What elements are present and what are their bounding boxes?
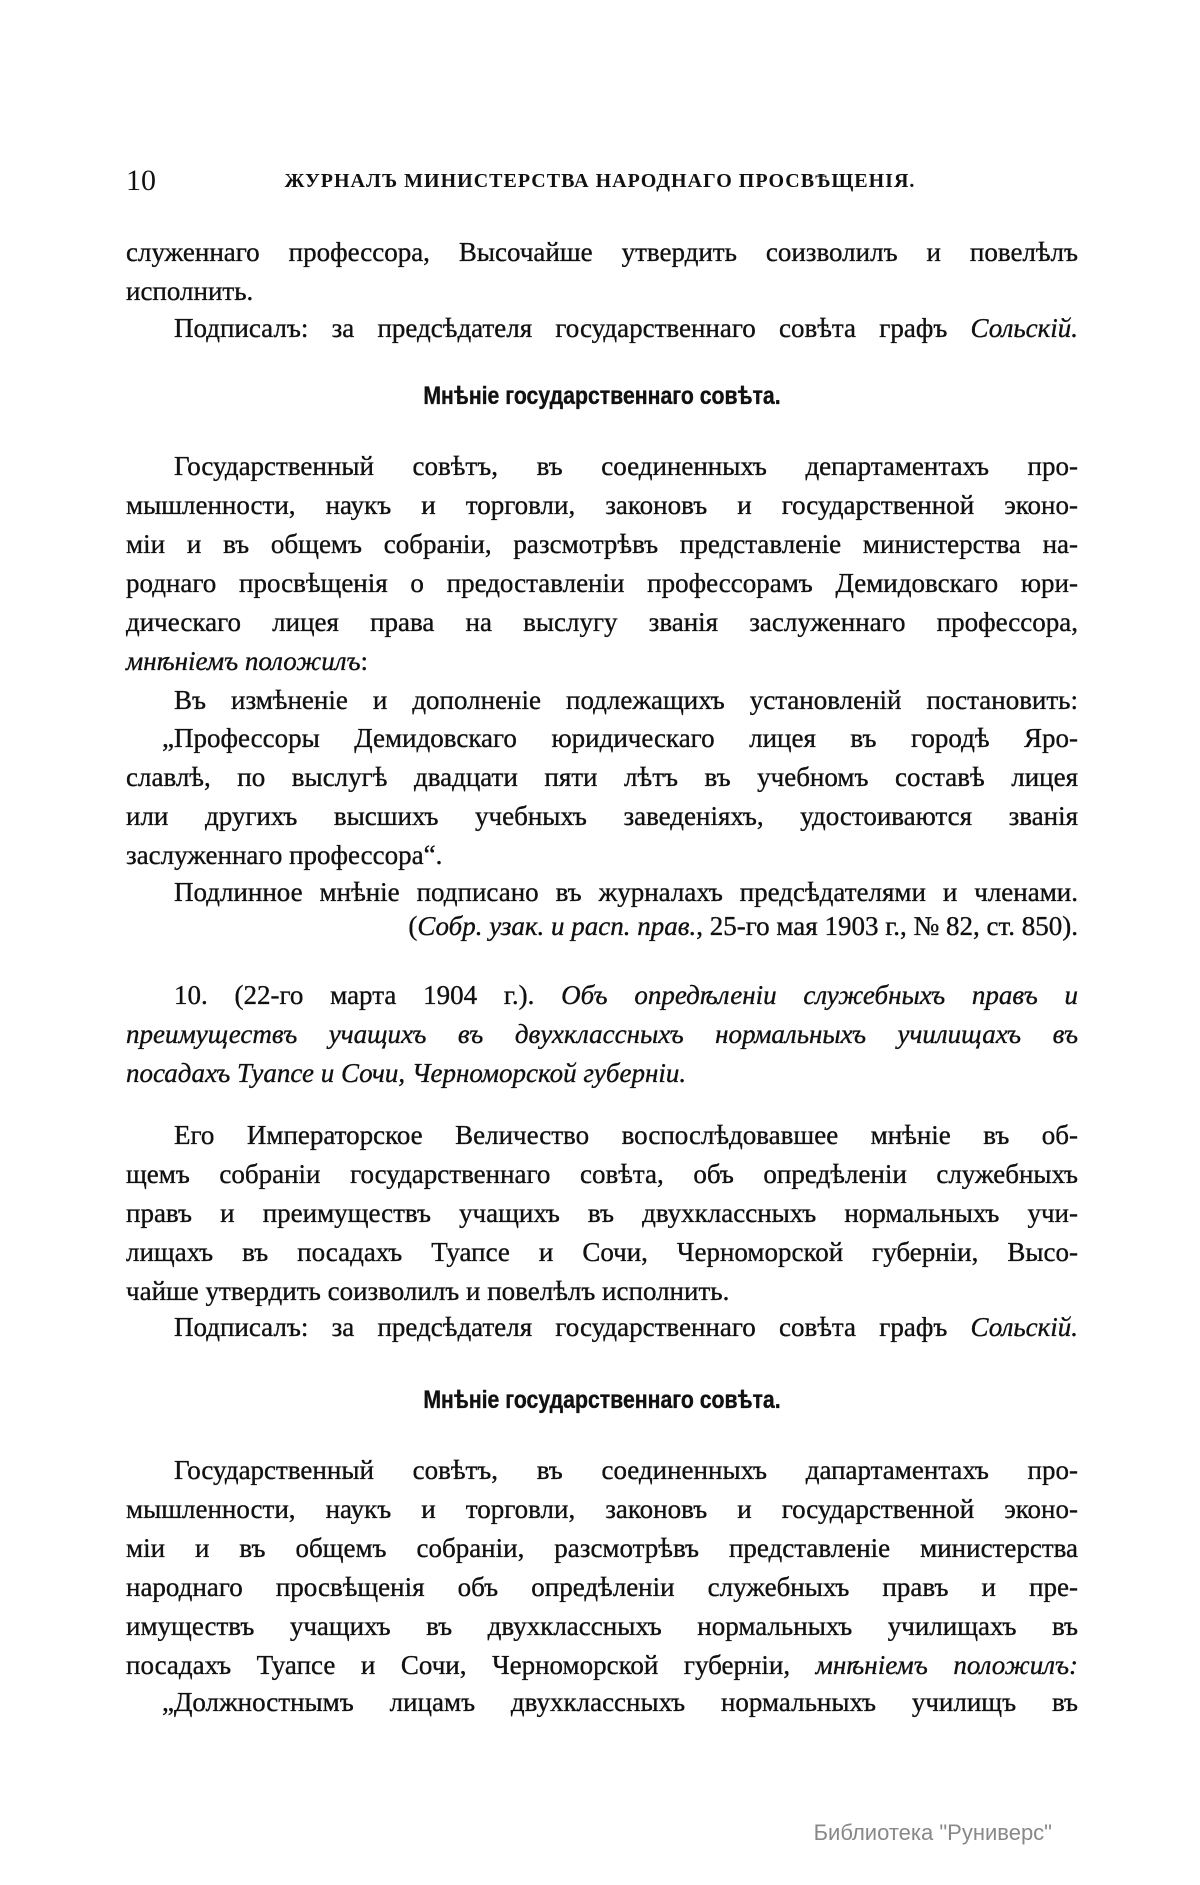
- text-line: [126, 1490, 1078, 1529]
- text-line: [126, 1451, 1078, 1490]
- citation-block: [126, 907, 1078, 946]
- text-line: [126, 1194, 1078, 1233]
- italic-text: Собр. узак. и расп. прав.: [417, 911, 697, 941]
- entry-block: [126, 976, 1078, 1093]
- text-line: [126, 1568, 1078, 1607]
- text-line: [126, 797, 1078, 836]
- text-line: [126, 1116, 1078, 1155]
- text-line: [126, 486, 1078, 525]
- text: мышленности, наукъ и торговли, законовъ и государственной эконо-: [126, 1494, 1078, 1524]
- paragraph-block: [126, 447, 1078, 681]
- text-line: [126, 1308, 1078, 1347]
- text-line: [126, 758, 1078, 797]
- text-line: [126, 836, 1078, 875]
- italic-text: преимуществъ учащихъ въ двухклассныхъ нормальныхъ училищахъ въ: [126, 1019, 1078, 1049]
- text: роднаго просвѣщенія о предоставленіи профессорамъ Демидовскаго юри-: [126, 568, 1078, 598]
- text-line: [126, 1646, 1078, 1685]
- italic-text: посадахъ Туапсе и Сочи, Черноморской губерніи.: [126, 1058, 687, 1088]
- quote-block: [126, 1683, 1078, 1722]
- text-line: [126, 719, 1078, 758]
- text-line: [126, 447, 1078, 486]
- text-line: [126, 603, 1078, 642]
- text: Мнѣніе государственнаго совѣта.: [423, 1386, 781, 1414]
- text-line: [126, 309, 1078, 348]
- italic-text: мнѣніемъ положилъ: [126, 646, 361, 676]
- text: или другихъ высшихъ учебныхъ заведеніяхъ, удостоиваются званія: [126, 801, 1078, 831]
- text-line: [197, 1381, 1006, 1420]
- text: Государственный совѣтъ, въ соединенныхъ дапартаментахъ про-: [174, 1455, 1078, 1485]
- text: лищахъ въ посадахъ Туапсе и Сочи, Черноморской губерніи, Высо-: [126, 1237, 1078, 1267]
- text: мышленности, наукъ и торговли, законовъ и государственной эконо-: [126, 490, 1078, 520]
- text: Подписалъ: за предсѣдателя государственнаго совѣта графъ: [174, 1312, 971, 1342]
- italic-text: Сольскій.: [970, 1312, 1078, 1342]
- text-line: [197, 377, 1006, 416]
- text: міи и въ общемъ собраніи, разсмотрѣвъ представленіе министерства на-: [126, 529, 1078, 559]
- text-line: [126, 907, 1078, 946]
- text-line: [126, 1015, 1078, 1054]
- text-line: [126, 1155, 1078, 1194]
- paragraph-block: [126, 1116, 1078, 1311]
- text: славлѣ, по выслугѣ двадцати пяти лѣтъ въ учебномъ составѣ лицея: [126, 762, 1078, 792]
- text-line: [126, 564, 1078, 603]
- text: исполнить.: [126, 276, 254, 306]
- text: служеннаго профессора, Высочайше утвердить соизволилъ и повелѣлъ: [126, 237, 1078, 267]
- text: щемъ собраніи государственнаго совѣта, объ опредѣленіи служебныхъ: [126, 1159, 1078, 1189]
- text-line: [126, 272, 1078, 311]
- text: Въ измѣненіе и дополненіе подлежащихъ установленій постановить:: [174, 685, 1078, 715]
- text: дическаго лицея права на выслугу званія заслуженнаго профессора,: [126, 607, 1078, 637]
- running-title: ЖУРНАЛЪ МИНИСТЕРСТВА НАРОДНАГО ПРОСВѢЩЕНІЯ.: [284, 170, 916, 192]
- text: „Должностнымъ лицамъ двухклассныхъ нормальныхъ училищъ въ: [162, 1687, 1078, 1717]
- text-line: [126, 525, 1078, 564]
- text-line: [126, 233, 1078, 272]
- text: народнаго просвѣщенія объ опредѣленіи служебныхъ правъ и пре-: [126, 1572, 1078, 1602]
- paragraph-block: [126, 681, 1078, 720]
- page-number: 10: [126, 164, 156, 197]
- italic-text: Сольскій.: [970, 313, 1078, 343]
- italic-text: мнѣніемъ положилъ:: [815, 1650, 1078, 1680]
- text-line: [126, 642, 1078, 681]
- text-line: [126, 681, 1078, 720]
- text: Его Императорское Величество воспослѣдовавшее мнѣніе въ об-: [174, 1120, 1078, 1150]
- signature-block: [126, 1308, 1078, 1347]
- text-line: [126, 1233, 1078, 1272]
- text: чайше утвердить соизволилъ и повелѣлъ исполнить.: [126, 1276, 730, 1306]
- text: имуществъ учащихъ въ двухклассныхъ нормальныхъ училищахъ въ: [126, 1611, 1078, 1641]
- text: , 25-го мая 1903 г., № 82, ст. 850).: [696, 911, 1078, 941]
- text-line: [126, 1607, 1078, 1646]
- text-line: [126, 1683, 1078, 1722]
- text: заслуженнаго профессора“.: [126, 840, 443, 870]
- text: „Профессоры Демидовскаго юридическаго лицея въ городѣ Яро-: [162, 723, 1078, 753]
- section-heading: [197, 377, 1006, 416]
- italic-text: Объ опредѣленіи служебныхъ правъ и: [561, 980, 1078, 1010]
- section-heading: [197, 1381, 1006, 1420]
- text: Подлинное мнѣніе подписано въ журналахъ предсѣдателями и членами.: [174, 877, 1078, 907]
- text: міи и въ общемъ собраніи, разсмотрѣвъ представленіе министерства: [126, 1533, 1078, 1563]
- text: 10. (22-го марта 1904 г.).: [174, 980, 562, 1010]
- paragraph-block: [126, 1451, 1078, 1685]
- library-watermark: Библиотека "Руниверс": [813, 1820, 1052, 1845]
- paragraph-block: [126, 233, 1078, 311]
- text: правъ и преимуществъ учащихъ въ двухклассныхъ нормальныхъ учи-: [126, 1198, 1078, 1228]
- text-line: [126, 976, 1078, 1015]
- text: Государственный совѣтъ, въ соединенныхъ департаментахъ про-: [174, 451, 1078, 481]
- text: Мнѣніе государственнаго совѣта.: [423, 382, 781, 410]
- text: посадахъ Туапсе и Сочи, Черноморской губерніи,: [126, 1650, 816, 1680]
- signature-block: [126, 309, 1078, 348]
- quote-block: [126, 719, 1078, 875]
- text-line: [126, 1054, 1078, 1093]
- text-line: [126, 1272, 1078, 1311]
- text: (: [408, 911, 418, 941]
- text-line: [126, 1529, 1078, 1568]
- text: Подписалъ: за предсѣдателя государственнаго совѣта графъ: [174, 313, 971, 343]
- text: :: [360, 646, 369, 676]
